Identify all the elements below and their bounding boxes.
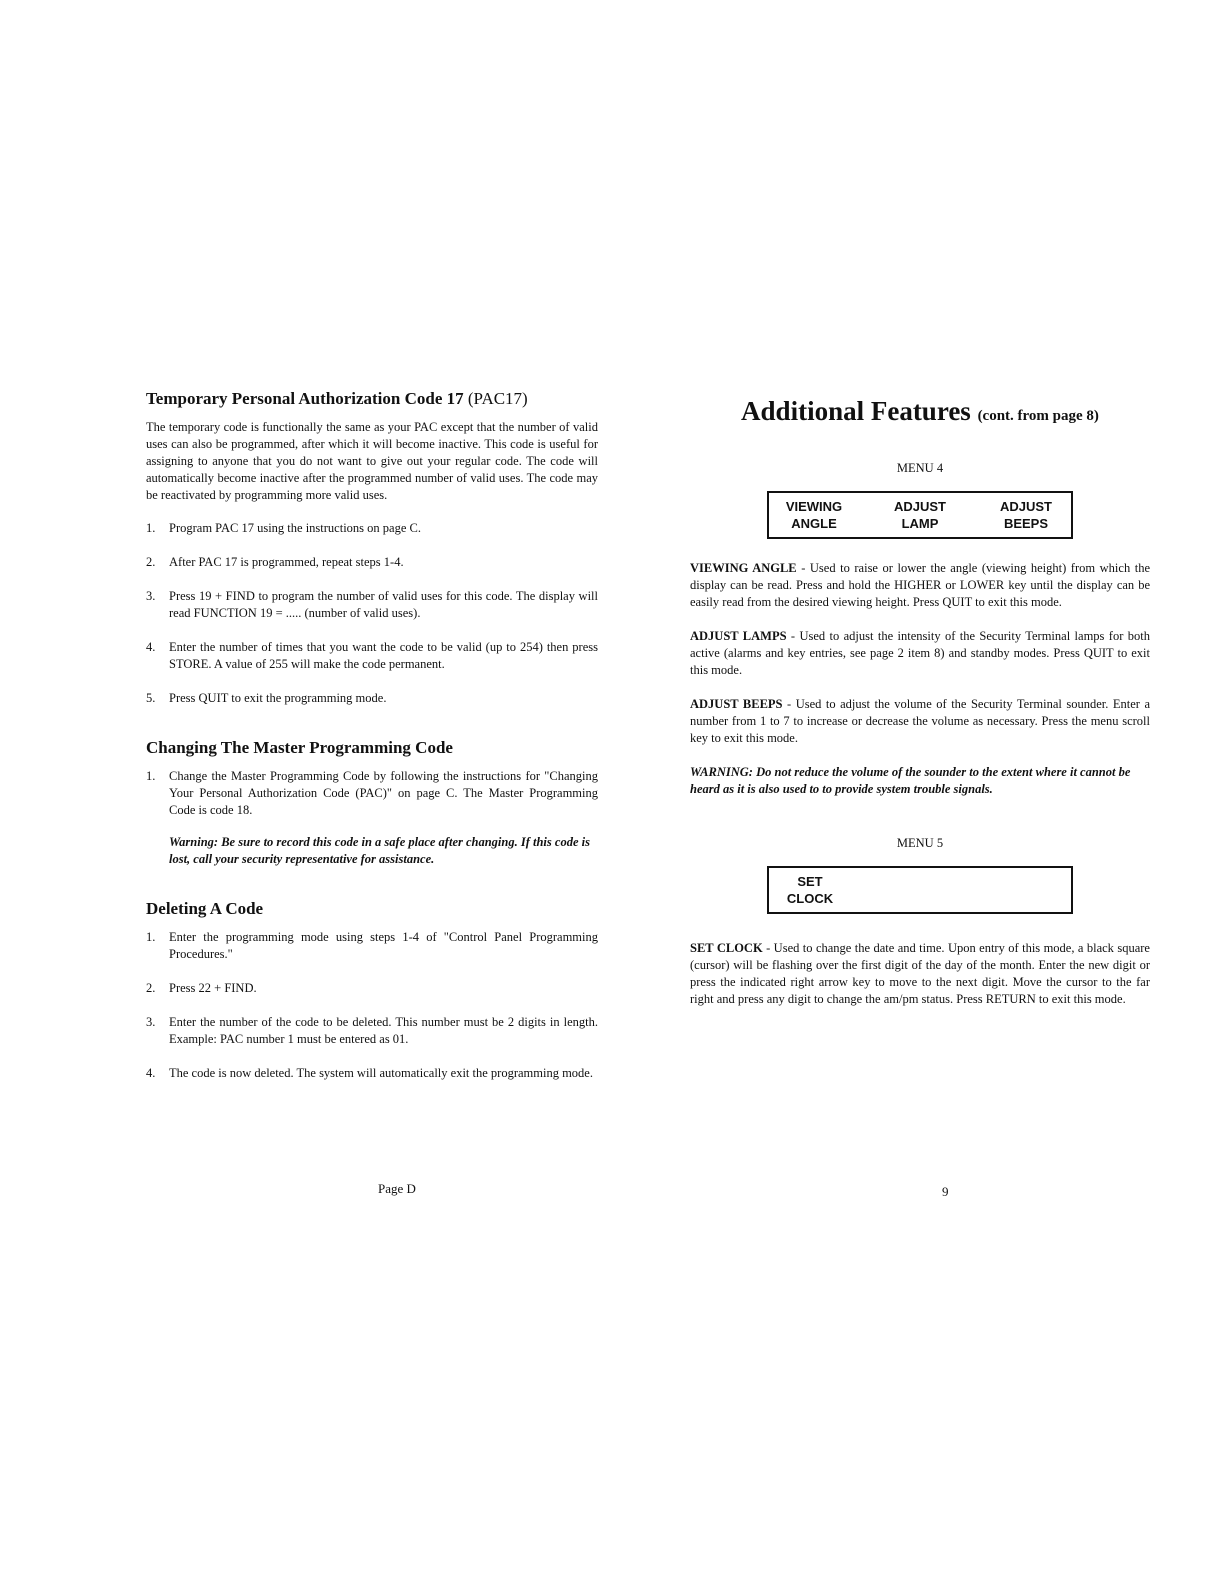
feature-term: VIEWING ANGLE (690, 561, 797, 575)
step-text: The code is now deleted. The system will automatically exit the programming mode. (169, 1066, 593, 1080)
menu-option-viewing-angle (779, 498, 849, 532)
menu5-label: MENU 5 (896, 836, 944, 850)
feature-text: - Used to change the date and time. Upon entry of this mode, a black square (cursor) will be flashing over the first digit of the day of the month. Enter the new digit or press the indicated right arrow key to move to the next digit. Move the cursor to the far right and press any digit to change the am/pm status. Press RETURN to exit this mode. (690, 941, 1150, 1006)
option-line: BEEPS (1003, 516, 1049, 531)
menu5-display (767, 866, 1073, 914)
deleting-steps (146, 929, 598, 1082)
feature-set-clock (690, 940, 1150, 1008)
step-text: After PAC 17 is programmed, repeat steps 1-4. (169, 555, 404, 569)
list-item (146, 554, 598, 571)
feature-text: - Used to raise or lower the angle (viewing height) from which the display can be read. Press and hold the HIGHER or LOWER key until the display can be easily read from the desired viewing height. Press QUIT to exit this mode. (690, 561, 1151, 609)
step-number: 4. (146, 640, 156, 654)
step-number: 3. (146, 589, 156, 603)
section-title-pac17 (146, 388, 598, 410)
option-line: LAMP (901, 516, 939, 531)
option-line: SET (797, 874, 823, 889)
section-title-deleting: Deleting A Code (146, 899, 264, 918)
pac17-steps (146, 520, 598, 707)
list-item (146, 690, 598, 707)
list-item (146, 639, 598, 673)
step-number: 4. (146, 1066, 156, 1080)
step-number: 1. (146, 521, 156, 535)
list-item (146, 1014, 598, 1048)
feature-adjust-lamps (690, 628, 1150, 679)
step-text: Change the Master Programming Code by following the instructions for "Changing Your Personal Authorization Code (PAC)" on page C. The Master Programming Code is code 18. (169, 769, 598, 817)
step-text: Press 22 + FIND. (169, 981, 257, 995)
master-code-warning: Warning: Be sure to record this code in a safe place after changing. If this code is lost, call your security representative for assistance. (169, 835, 590, 866)
option-line: ADJUST (893, 499, 946, 514)
option-line: VIEWING (785, 499, 843, 514)
list-item (146, 588, 598, 622)
section-title-master-code: Changing The Master Programming Code (146, 738, 453, 757)
volume-warning: WARNING: Do not reduce the volume of the sounder to the extent where it cannot be heard as it is also used to to provide system trouble signals. (690, 765, 1131, 796)
page-title-text: Additional Features (741, 396, 971, 426)
left-page (146, 388, 598, 1082)
feature-term: ADJUST LAMPS (690, 629, 787, 643)
step-text: Press QUIT to exit the programming mode. (169, 691, 387, 705)
feature-text: - Used to adjust the intensity of the Security Terminal lamps for both active (alarms and key entries, see page 2 item 8) and standby modes. Press QUIT to exit this mode. (690, 629, 1150, 677)
feature-adjust-beeps (690, 696, 1150, 747)
page-title (690, 394, 1150, 433)
list-item (146, 980, 598, 997)
list-item (146, 768, 598, 819)
list-item (146, 929, 598, 963)
feature-viewing-angle (690, 560, 1150, 611)
list-item (146, 520, 598, 537)
step-number: 3. (146, 1015, 156, 1029)
menu-option-adjust-beeps (991, 498, 1061, 532)
step-number: 5. (146, 691, 156, 705)
option-line: ANGLE (791, 516, 837, 531)
menu-option-set-clock (779, 873, 841, 907)
step-text: Program PAC 17 using the instructions on page C. (169, 521, 421, 535)
right-page (690, 394, 1150, 1008)
menu-option-adjust-lamp (885, 498, 955, 532)
menu4-display (767, 491, 1073, 539)
master-code-steps (146, 768, 598, 819)
feature-text: - Used to adjust the volume of the Security Terminal sounder. Enter a number from 1 to 7 to increase or decrease the volume as necessary. Press the menu scroll key to exit this mode. (690, 697, 1150, 745)
page-title-sub: (cont. from page 8) (977, 408, 1099, 424)
step-number: 1. (146, 769, 156, 783)
list-item (146, 1065, 598, 1082)
pac17-description: The temporary code is functionally the same as your PAC except that the number of valid uses can also be programmed, after which it will become inactive. This code is useful for assigning to anyone that you do not want to give out your regular code. The code will automatically become inactive after the programmed number of valid uses. The code may be reactivated by programming more valid uses. (146, 420, 598, 502)
section-title-paren: (PAC17) (467, 389, 528, 408)
step-number: 1. (146, 930, 156, 944)
step-text: Enter the programming mode using steps 1-4 of "Control Panel Programming Procedures." (169, 930, 598, 961)
step-text: Press 19 + FIND to program the number of valid uses for this code. The display will read FUNCTION 19 = ..... (number of valid uses). (169, 589, 598, 620)
page-number-left: Page D (378, 1181, 416, 1196)
step-number: 2. (146, 555, 156, 569)
feature-term: SET CLOCK (690, 941, 763, 955)
step-text: Enter the number of the code to be deleted. This number must be 2 digits in length. Example: PAC number 1 must be entered as 01. (169, 1015, 598, 1046)
section-title-text: Temporary Personal Authorization Code 17 (146, 389, 464, 408)
option-line: ADJUST (999, 499, 1052, 514)
page-number-right: 9 (942, 1184, 949, 1199)
feature-term: ADJUST BEEPS (690, 697, 783, 711)
menu4-label: MENU 4 (896, 461, 944, 475)
step-number: 2. (146, 981, 156, 995)
option-line: CLOCK (786, 891, 834, 906)
step-text: Enter the number of times that you want the code to be valid (up to 254) then press STORE. A value of 255 will make the code permanent. (169, 640, 598, 671)
